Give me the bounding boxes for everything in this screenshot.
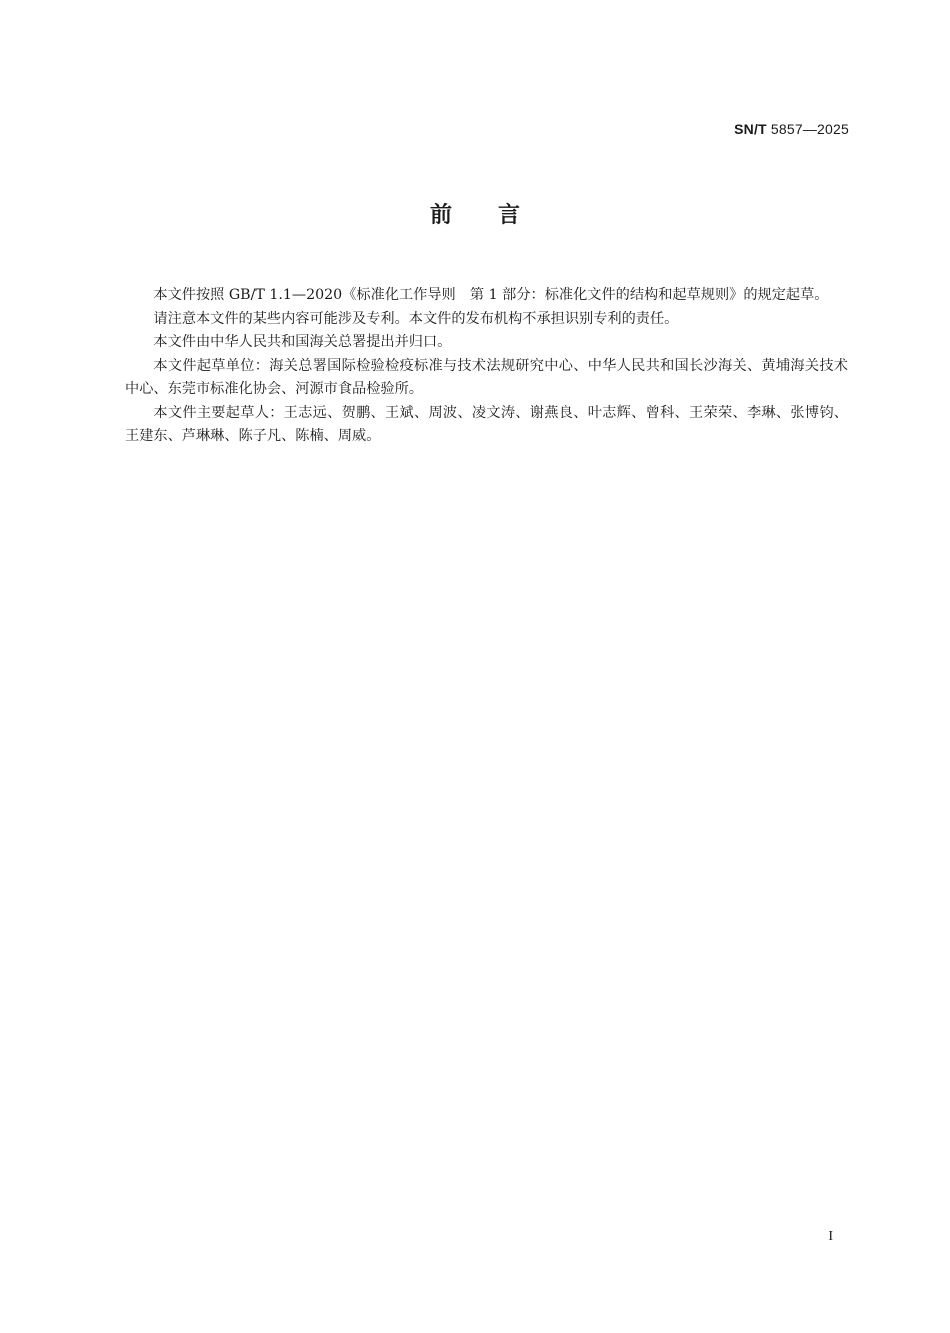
document-code-number: 5857—2025 bbox=[770, 121, 849, 137]
page-number: I bbox=[828, 1229, 833, 1244]
paragraph-drafters: 本文件主要起草人：王志远、贺鹏、王斌、周波、凌文涛、谢燕良、叶志辉、曾科、王荣荣、李琳、张博钧、王建东、芦琳琳、陈子凡、陈楠、周威。 bbox=[125, 404, 848, 444]
paragraph-drafting-rules: 本文件按照 GB/T 1.1—2020《标准化工作导则 第 1 部分：标准化文件的结构和起草规则》的规定起草。 bbox=[153, 287, 829, 303]
document-code bbox=[734, 121, 849, 137]
paragraph-proposer: 本文件由中华人民共和国海关总署提出并归口。 bbox=[153, 334, 452, 350]
foreword-body bbox=[125, 284, 848, 449]
document-code-prefix: SN/T bbox=[734, 121, 767, 137]
paragraph-patent-notice: 请注意本文件的某些内容可能涉及专利。本文件的发布机构不承担识别专利的责任。 bbox=[153, 310, 679, 327]
paragraph-drafting-units: 本文件起草单位：海关总署国际检验检疫标准与技术法规研究中心、中华人民共和国长沙海关、黄埔海关技术中心、东莞市标准化协会、河源市食品检验所。 bbox=[125, 357, 848, 397]
section-title-char-1: 前 bbox=[429, 203, 452, 228]
section-title bbox=[0, 200, 950, 232]
section-title-char-2: 言 bbox=[498, 203, 521, 228]
